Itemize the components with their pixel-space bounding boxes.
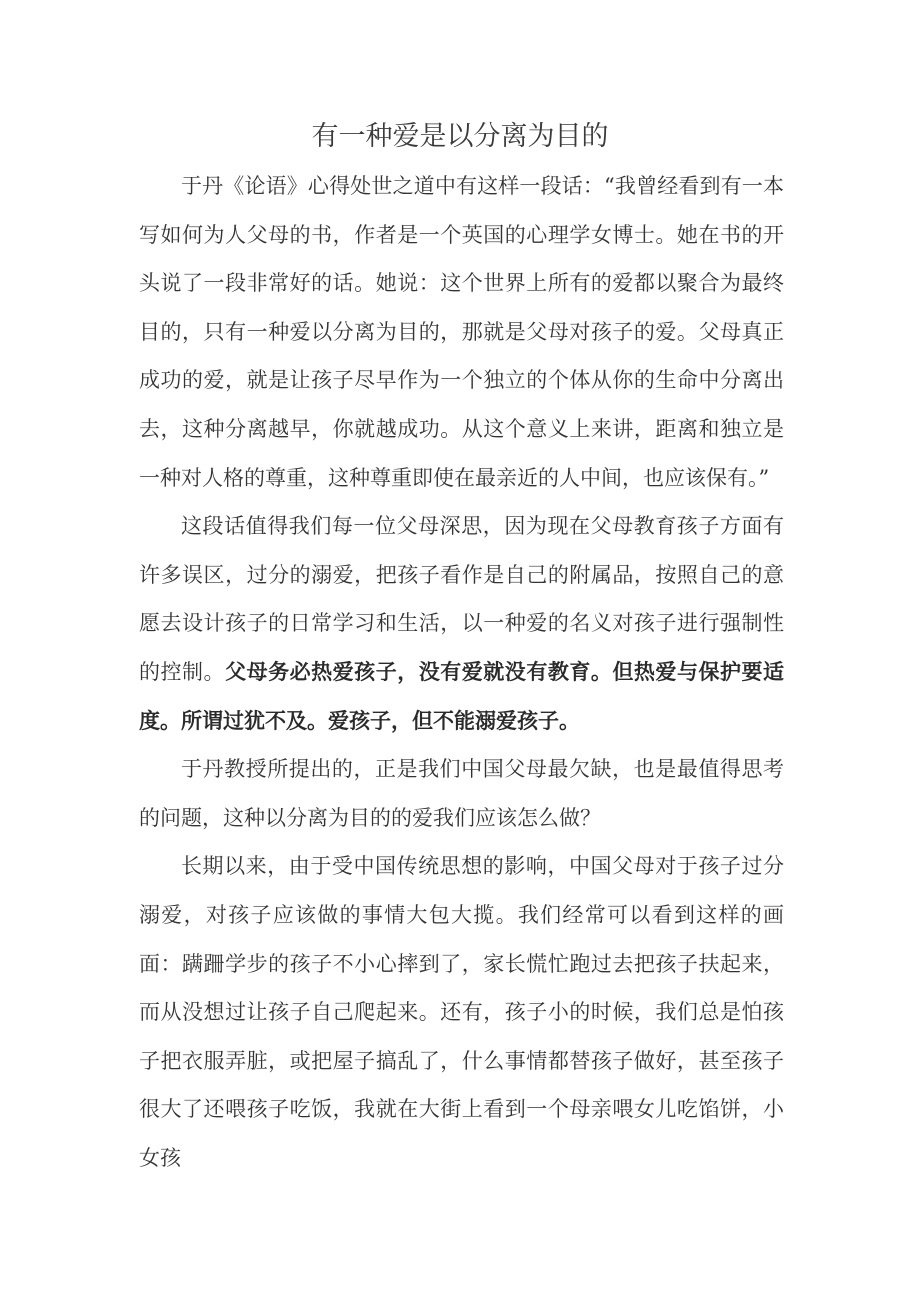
paragraph-2	[139, 502, 784, 745]
paragraph-1: 于丹《论语》心得处世之道中有这样一段话：“我曾经看到有一本写如何为人父母的书，作者是一个英国的心理学女博士。她在书的开头说了一段非常好的话。她说：这个世界上所有的爱都以聚合为最终目的，只有一种爱以分离为目的，那就是父母对孩子的爱。父母真正成功的爱，就是让孩子尽早作为一个独立的个体从你的生命中分离出去，这种分离越早，你就越成功。从这个意义上来讲，距离和独立是一种对人格的尊重，这种尊重即使在最亲近的人中间，也应该保有。”	[139, 174, 784, 490]
document-title: 有一种爱是以分离为目的	[311, 121, 609, 152]
paragraph-2-bold-text: 父母务必热爱孩子，没有爱就没有教育。但热爱与保护要适度。所谓过犹不及。爱孩子，但不能溺爱孩子。	[139, 659, 785, 733]
paragraph-4: 长期以来，由于受中国传统思想的影响，中国父母对于孩子过分溺爱，对孩子应该做的事情大包大揽。我们经常可以看到这样的画面：蹒跚学步的孩子不小心摔到了，家长慌忙跑过去把孩子扶起来，而从没想过让孩子自己爬起来。还有，孩子小的时候，我们总是怕孩子把衣服弄脏，或把屋子搞乱了，什么事情都替孩子做好，甚至孩子很大了还喂孩子吃饭，我就在大街上看到一个母亲喂女儿吃馅饼，小女孩	[139, 854, 784, 1170]
paragraph-2-text: 这段话值得我们每一位父母深思，因为现在父母教育孩子方面有许多误区，过分的溺爱，把孩子看作是自己的附属品，按照自己的意愿去设计孩子的日常学习和生活，以一种爱的名义对孩子进行强制性的控制。	[139, 514, 784, 684]
paragraph-3: 于丹教授所提出的，正是我们中国父母最欠缺，也是最值得思考的问题，这种以分离为目的的爱我们应该怎么做？	[139, 757, 784, 830]
document-body	[139, 162, 784, 1182]
